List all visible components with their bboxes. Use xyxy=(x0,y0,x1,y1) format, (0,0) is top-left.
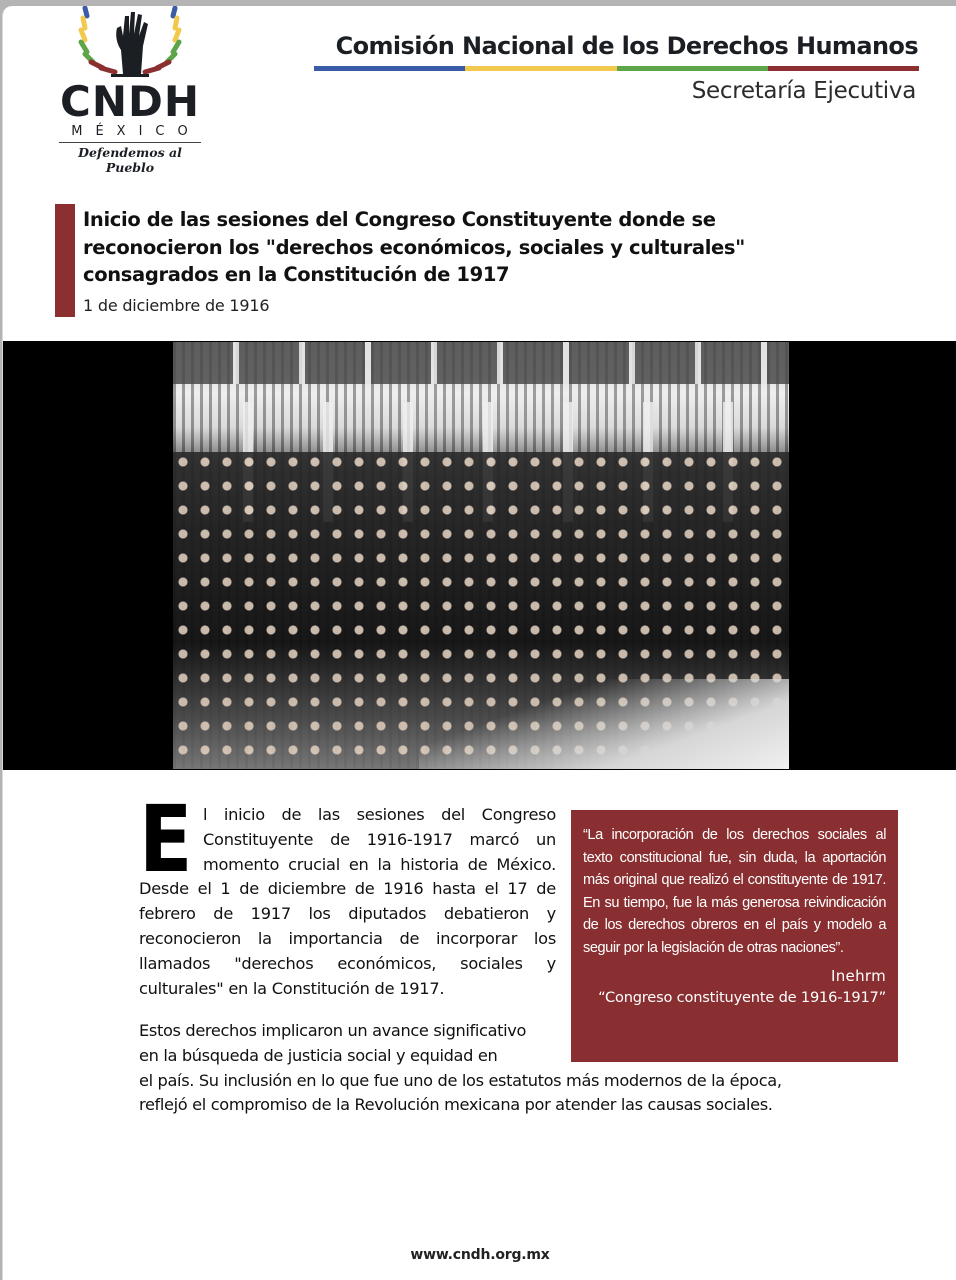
organization-name: Comisión Nacional de los Derechos Humanos xyxy=(335,32,918,60)
tricolor-divider xyxy=(314,66,919,71)
footer-website-link[interactable]: www.cndh.org.mx xyxy=(410,1247,550,1263)
logo-country: MÉXICO xyxy=(71,124,201,139)
color-bar-yellow xyxy=(465,66,616,71)
quote-text: “La incorporación de los derechos sociales al texto constitucional fue, sin duda, la aportación más original que realizó el constituyente de 1917. En su tiempo, fue la más generosa reivindicación de los derechos obreros en el país y modelo a seguir por la legislación de otras naciones”. xyxy=(583,827,886,956)
photo-floor-detail xyxy=(419,679,789,769)
paragraph-2-line: el país. Su inclusión en lo que fue uno de los estatutos más modernos de la época, xyxy=(139,1070,782,1090)
paragraph-1-text: l inicio de las sesiones del Congreso Constituyente de 1916-1917 marcó un momento crucial en la historia de México. Desde el 1 de diciembre de 1916 hasta el 17 de febrero de 1917 los diputados debatieron y reconocieron la importancia de incorporar los llamados "derechos económicos, sociales y culturales" en la Constitución de 1917. xyxy=(139,805,556,998)
article-date: 1 de diciembre de 1916 xyxy=(83,296,270,315)
quote-box xyxy=(571,810,898,1062)
cndh-logo xyxy=(55,6,205,175)
logo-motto: Defendemos al Pueblo xyxy=(78,145,182,175)
article-title: Inicio de las sesiones del Congreso Constituyente donde se reconocieron los "derechos económicos, sociales y culturales" consagrados en la Constitución de 1917 xyxy=(83,208,745,286)
photo-gallery-detail xyxy=(173,342,789,384)
paragraph-2-line: reflejó el compromiso de la Revolución mexicana por atender las causas sociales. xyxy=(139,1095,773,1115)
paragraph-1 xyxy=(139,786,556,1001)
photo-band xyxy=(3,341,956,770)
paragraph-2-line: en la búsqueda de justicia social y equidad en xyxy=(139,1045,498,1065)
quote-work-title: “Congreso constituyente de 1916-1917” xyxy=(598,988,886,1006)
paragraph-2-line: Estos derechos implicaron un avance significativo xyxy=(139,1021,527,1040)
body-column xyxy=(139,786,556,1001)
color-bar-red xyxy=(768,66,919,71)
color-bar-green xyxy=(617,66,768,71)
historical-photo xyxy=(173,342,789,769)
drop-cap: E xyxy=(139,786,193,893)
raised-hand-laurel-icon xyxy=(71,6,189,80)
document-page xyxy=(2,6,956,1280)
logo-wordmark: CNDH xyxy=(60,77,200,126)
logo-divider xyxy=(59,142,201,143)
department-name: Secretaría Ejecutiva xyxy=(691,78,916,104)
color-bar-blue xyxy=(314,66,465,71)
title-accent-bar xyxy=(55,204,75,317)
quote-source: Inehrm xyxy=(831,966,886,985)
